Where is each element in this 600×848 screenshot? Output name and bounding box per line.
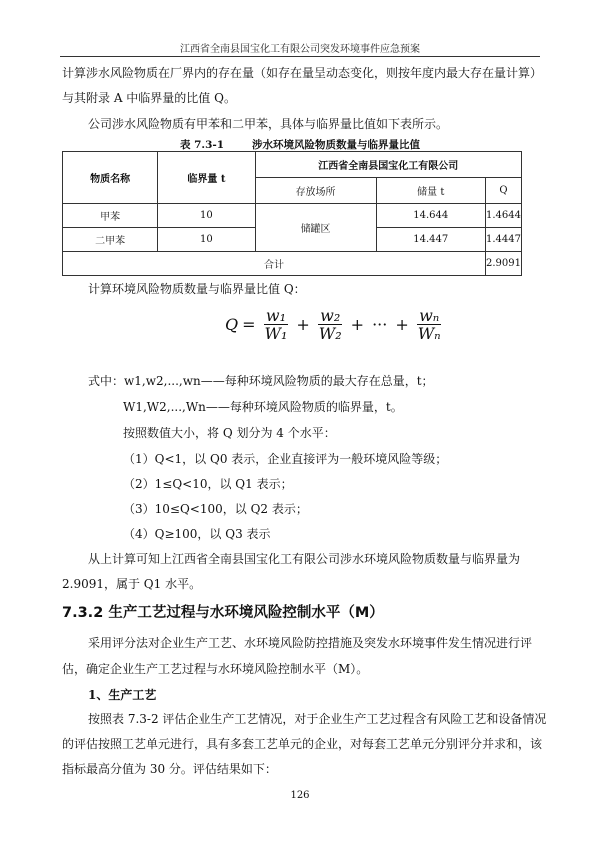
calc-label: 计算环境风险物质数量与临界量比值 Q： xyxy=(88,282,306,296)
intro-line-1: 计算涉水风险物质在厂界内的存在量（如存在量呈动态变化，则按年度内最大存在量计算） xyxy=(62,66,543,80)
formula-dots: ··· xyxy=(372,315,388,334)
formula-fraction-2 xyxy=(317,307,344,342)
total-q: 2.9091 xyxy=(485,252,521,276)
section-para-2-line-3: 指标最高分值为 30 分。评估结果如下： xyxy=(62,762,277,776)
section-para-2-line-1: 按照表 7.3-2 评估企业生产工艺情况，对于企业生产工艺过程含有风险工艺和设备情况 xyxy=(88,712,547,726)
row-substance: 甲苯 xyxy=(63,204,158,228)
fraction-denominator: Wₙ xyxy=(417,324,441,343)
running-header: 江西省全南县国宝化工有限公司突发环境事件应急预案 xyxy=(180,44,420,55)
intro-line-2: 与其附录 A 中临界量的比值 Q。 xyxy=(62,91,236,105)
level-item-1: （1）Q<1，以 Q0 表示，企业直接评为一般环境风险等级； xyxy=(123,452,448,466)
fraction-numerator: w₁ xyxy=(265,306,287,325)
section-para-1-line-2: 估，确定企业生产工艺过程与水环境风险控制水平（M）。 xyxy=(62,662,369,676)
header-substance-name: 物质名称 xyxy=(63,152,158,204)
header-storage: 储量 t xyxy=(376,178,485,204)
header-threshold: 临界量 t xyxy=(158,152,255,204)
formula-fraction-n xyxy=(416,307,443,342)
table-caption xyxy=(0,137,600,152)
formula-equals: = xyxy=(242,315,256,334)
formula-lhs: Q xyxy=(225,315,239,334)
risk-substance-table xyxy=(62,151,522,276)
row-substance: 二甲苯 xyxy=(63,228,158,252)
q-formula xyxy=(225,307,446,342)
formula-plus: + xyxy=(296,315,310,334)
section-para-1-line-1: 采用评分法对企业生产工艺、水环境风险防控措施及突发水环境事件发生情况进行评 xyxy=(88,636,533,650)
def-line-1: 式中：w1,w2,...,wn——每种环境风险物质的最大存在总量，t； xyxy=(88,374,434,388)
header-company: 江西省全南县国宝化工有限公司 xyxy=(255,152,521,178)
def-line-3: 按照数值大小，将 Q 划分为 4 个水平： xyxy=(123,426,336,440)
header-rule xyxy=(60,56,540,57)
table-total-row xyxy=(63,252,522,276)
def-line-2: W1,W2,...,Wn——每种环境风险物质的临界量，t。 xyxy=(123,400,403,414)
level-item-3: （3）10≤Q<100，以 Q2 表示； xyxy=(123,502,308,516)
row-storage: 14.447 xyxy=(376,228,485,252)
row-location: 储罐区 xyxy=(255,204,376,252)
conclusion-line-1: 从上计算可知上江西省全南县国宝化工有限公司涉水环境风险物质数量与临界量为 xyxy=(88,552,521,566)
table-caption-title: 涉水环境风险物质数量与临界量比值 xyxy=(252,139,421,151)
row-threshold: 10 xyxy=(158,228,255,252)
total-label: 合计 xyxy=(63,252,486,276)
intro-line-3: 公司涉水风险物质有甲苯和二甲苯，具体与临界量比值如下表所示。 xyxy=(88,117,449,131)
section-para-2-line-2: 的评估按照工艺单元进行，具有多套工艺单元的企业，对每套工艺单元分别评分并求和，该 xyxy=(62,737,543,751)
table-caption-number: 表 7.3-1 xyxy=(179,139,225,151)
formula-plus: + xyxy=(350,315,365,334)
formula-fraction-1 xyxy=(263,307,290,342)
fraction-numerator: w₂ xyxy=(320,306,341,325)
fraction-numerator: wₙ xyxy=(419,306,440,325)
level-item-4: （4）Q≥100，以 Q3 表示 xyxy=(123,527,271,541)
row-threshold: 10 xyxy=(158,204,255,228)
header-location: 存放场所 xyxy=(255,178,376,204)
fraction-denominator: W₂ xyxy=(318,324,342,343)
table-row xyxy=(63,204,522,228)
formula-plus: + xyxy=(395,315,409,334)
row-storage: 14.644 xyxy=(376,204,485,228)
header-q: Q xyxy=(485,178,521,204)
row-q: 1.4447 xyxy=(485,228,521,252)
page-number: 126 xyxy=(290,790,310,801)
conclusion-line-2: 2.9091，属于 Q1 水平。 xyxy=(62,577,202,591)
row-q: 1.4644 xyxy=(485,204,521,228)
fraction-denominator: W₁ xyxy=(264,324,288,343)
section-heading: 7.3.2 生产工艺过程与水环境风险控制水平（M） xyxy=(62,605,384,621)
subsection-heading: 1、生产工艺 xyxy=(88,688,157,702)
level-item-2: （2）1≤Q<10，以 Q1 表示； xyxy=(123,477,293,491)
